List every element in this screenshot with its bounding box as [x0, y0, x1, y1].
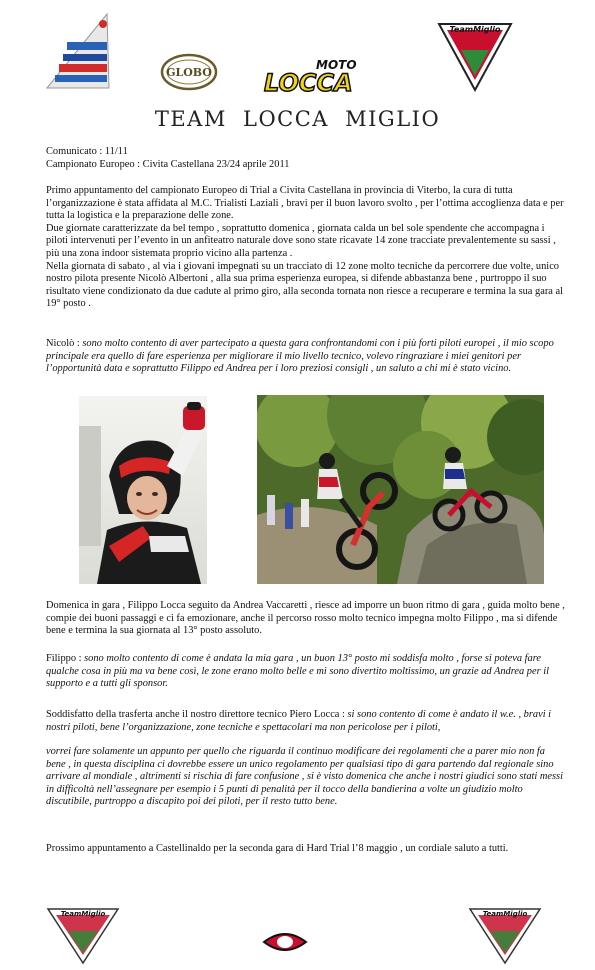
paragraph-saturday: Nella giornata di sabato , al via i giovani impegnati su un tracciato di 12 zone molto tecniche da percorrere due volte, unico nostro pilota presente Nicolò Albertoni , alla sua prima esperienza europea, si difende abbastanza bene , purtroppo il suo risultato viene condizionato da due cadute al primo giro, alla seconda tornata non riesce a recuperare e termina la sua gara al 19° posto . [46, 260, 563, 310]
svg-text:LOCCA: LOCCA [264, 69, 353, 95]
svg-text:TeamMiglio: TeamMiglio [482, 910, 528, 918]
svg-text:TeamMiglio: TeamMiglio [449, 25, 501, 34]
sponsor-logos-badge [45, 12, 111, 90]
footer-team-logo-left [44, 905, 122, 965]
director-intro: Soddisfatto della trasferta anche il nostro direttore tecnico Piero Locca : [46, 709, 348, 720]
team-miglio-logo [435, 20, 515, 92]
director-quote-block [46, 709, 566, 734]
footer-team-logo-right [466, 905, 544, 965]
svg-text:MOTO: MOTO [316, 58, 357, 72]
director-quote-continued: vorrei fare solamente un appunto per quello che riguarda il continuo modificare dei regolamenti che a parer mio non fa bene , in questa disciplina ci dovrebbe essere un unico regolamento per qualsiasi tipo di gara partendo dal regionale sino arrivare al mondiale , altrimenti si rischia di fare confusione , si è visto domenica che anche i nostri giudici sono stati messi in difficoltà nell’assegnare per esempio i 5 punti di penalità per il tocco della bandierina a volte un giudizio molto discutibile, purtroppo a discapito poi dei piloti, per il resto tutto bene. [46, 746, 563, 808]
nicolo-quote-block [46, 338, 566, 376]
page-title: TEAM LOCCA MIGLIO [154, 107, 441, 131]
svg-text:GLOBO: GLOBO [166, 66, 212, 79]
svg-text:TeamMiglio: TeamMiglio [60, 910, 106, 918]
campionato-line: Campionato Europeo : Civita Castellana 23/24 aprile 2011 [46, 159, 290, 170]
director-quote: si sono contento di come è andato il w.e. , bravi i nostri piloti, bene l’organizzazione, zone tecniche e spettacolari ma non pericolose per i piloti, [46, 709, 552, 733]
filippo-quote: sono molto contento di come è andata la mia gara , un buon 13° posto mi soddisfa molto , forse si poteva fare qualche cosa in più ma va bene così, le zone erano molto belle e mi sono divertito moltissimo, un grazie ad Andrea per il supporto e a tutti gli sponsor. [46, 653, 550, 690]
paragraph-weather: Due giornate caratterizzate da bel tempo , soprattutto domenica , giornata calda un bel sole spendente che accompagna i piloti intervenuti per l’evento in un anfiteatro naturale dove sono state ricavate 14 zone tracciate prevalentemente su sassi , più una zona indoor sistemata proprio vicino alla partenza . [46, 222, 556, 259]
rider-portrait-photo [79, 396, 207, 584]
rider-action-photo [257, 395, 544, 584]
nicolo-quote: sono molto contento di aver partecipato a questa gara confrontandomi con i più forti piloti europei , il mio scopo principale era quello di fare esperienza per migliorare il mio livello tecnico, volevo ringraziare i miei genitori per l’opportunità data e soprattutto Filippo ed Andrea per i loro preziosi consigli , un saluto a chi mi è stato vicino. [46, 338, 554, 375]
footer-rz-logo [260, 928, 310, 958]
paragraph-sunday-race: Domenica in gara , Filippo Locca seguito da Andrea Vaccaretti , riesce ad imporre un buon ritmo di gara , guida molto bene , compie dei buoni passaggi e ci fa emozionare, anche il percorso rosso molto tecnico impegna molto Filippo , ma si difende bene e termina la sua giornata al 13° posto assoluto. [46, 600, 565, 637]
paragraph-intro: Primo appuntamento del campionato Europeo di Trial a Civita Castellana in provincia di Viterbo, la cura di tutta l’organizzazione è stata affidata al M.C. Trialisti Laziali , bravi per il buon lavoro svolto , per l’ottima accoglienza data e per tutta la logistica e la preparazione delle zone. [46, 185, 564, 222]
paragraph-next-event: Prossimo appuntamento a Castellinaldo per la seconda gara di Hard Trial l’8 maggio , un cordiale saluto a tutti. [46, 843, 509, 854]
filippo-name: Filippo : [46, 653, 85, 664]
comunicato-line: Comunicato : 11/11 [46, 146, 128, 157]
intro-paragraphs [46, 185, 566, 311]
globo-logo [160, 52, 218, 92]
moto-locca-logo [258, 55, 376, 95]
filippo-quote-block [46, 653, 566, 691]
nicolo-name: Nicolò : [46, 338, 83, 349]
